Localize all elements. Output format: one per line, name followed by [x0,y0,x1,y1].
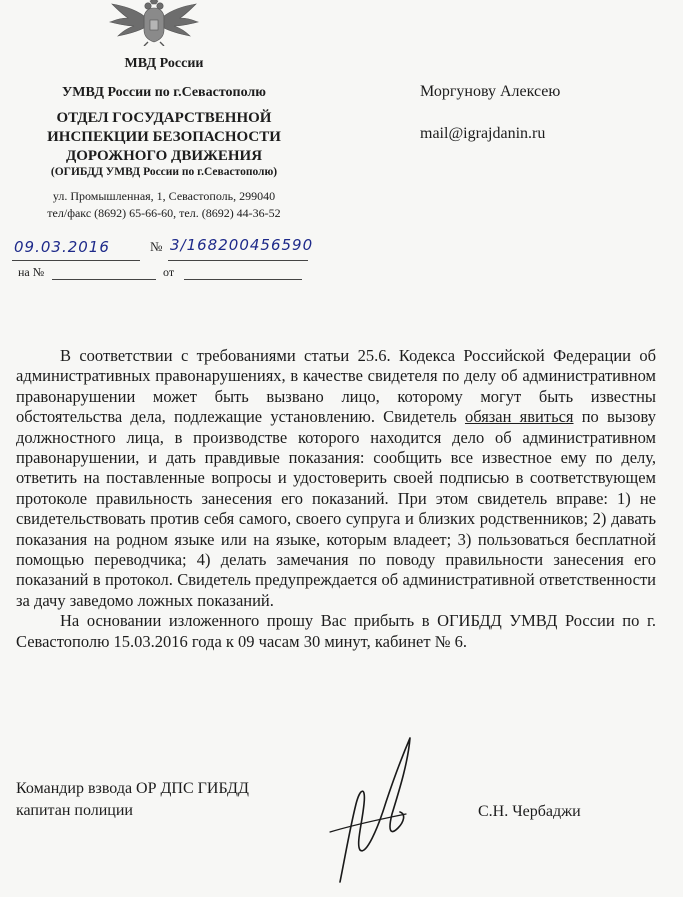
outgoing-number: 3/168200456590 [170,236,314,254]
paragraph-1-text-a: В соответствии с требованиями статьи 25.6. Кодекса Российской Федерации об административных правонарушениях, в качестве свидетеля по делу об административном правонарушении может быть вызвано лицо, которому могут быть известны обстоятельства дела, подлежащие установлению. Свидетель [16,346,656,427]
number-field-line [168,260,308,261]
department-phones: тел/факс (8692) 65-66-60, тел. (8692) 44-36-52 [47,206,281,220]
paragraph-1-text-b: по вызову должностного лица, в производстве которого находится дело об административном правонарушении, и дать правдивые показания: сообщить все известное ему по делу, ответить на поставленные вопросы и удостоверить своей подписью в соответствующем протоколе правильность занесения его показаний. При этом свидетель вправе: 1) не свидетельствовать против себя самого, своего супруга и близких родственников; 2) давать показания на родном языке или на языке, которым владеет; 3) пользоваться бесплатной помощью переводчика; 4) делать замечания по поводу правильности занесения его показаний в протокол. Свидетель предупреждается об административной ответственности за дачу заведомо ложных показаний. [16,407,656,610]
department-address: ул. Промышленная, 1, Севастополь, 299040 [52,189,276,203]
handwritten-signature-icon [320,732,430,892]
department-line: ИНСПЕКЦИИ БЕЗОПАСНОСТИ [47,129,281,145]
department-line: ОТДЕЛ ГОСУДАРСТВЕННОЙ [56,110,272,126]
signer-name: С.Н. Чербаджи [478,803,581,820]
reference-number-label: на № [18,265,45,279]
signer-position-line: Командир взвода ОР ДПС ГИБДД [16,780,249,797]
reference-date-line [184,279,302,280]
addressee-name: Моргунову Алексею [420,83,561,100]
outgoing-date: 09.03.2016 [14,238,110,256]
underlined-obligation: обязан явиться [464,407,574,427]
number-label: № [150,239,163,254]
body-paragraph-2: На основании изложенного прошу Вас прибыть в ОГИБДД УМВД России по г. Севастополю 15.03.2016 года к 09 часам 30 минут, кабинет № 6. [16,611,656,651]
department-line: ДОРОЖНОГО ДВИЖЕНИЯ [65,148,263,164]
reference-number-line [52,279,156,280]
ministry-name: МВД России [124,56,204,71]
department-name [14,109,314,166]
addressee-email: mail@igrajdanin.ru [420,125,546,142]
signer-position [16,778,249,822]
department-short-name: (ОГИБДД УМВД России по г.Севастополю) [50,166,278,178]
reference-date-label: от [163,265,175,279]
signer-rank-line: капитан полиции [16,802,133,819]
body-paragraph-1 [16,346,656,611]
umvd-name: УМВД России по г.Севастополю [62,85,266,100]
double-headed-eagle-emblem-icon [108,0,200,46]
letter-body [16,346,656,652]
department-contacts [14,188,314,222]
